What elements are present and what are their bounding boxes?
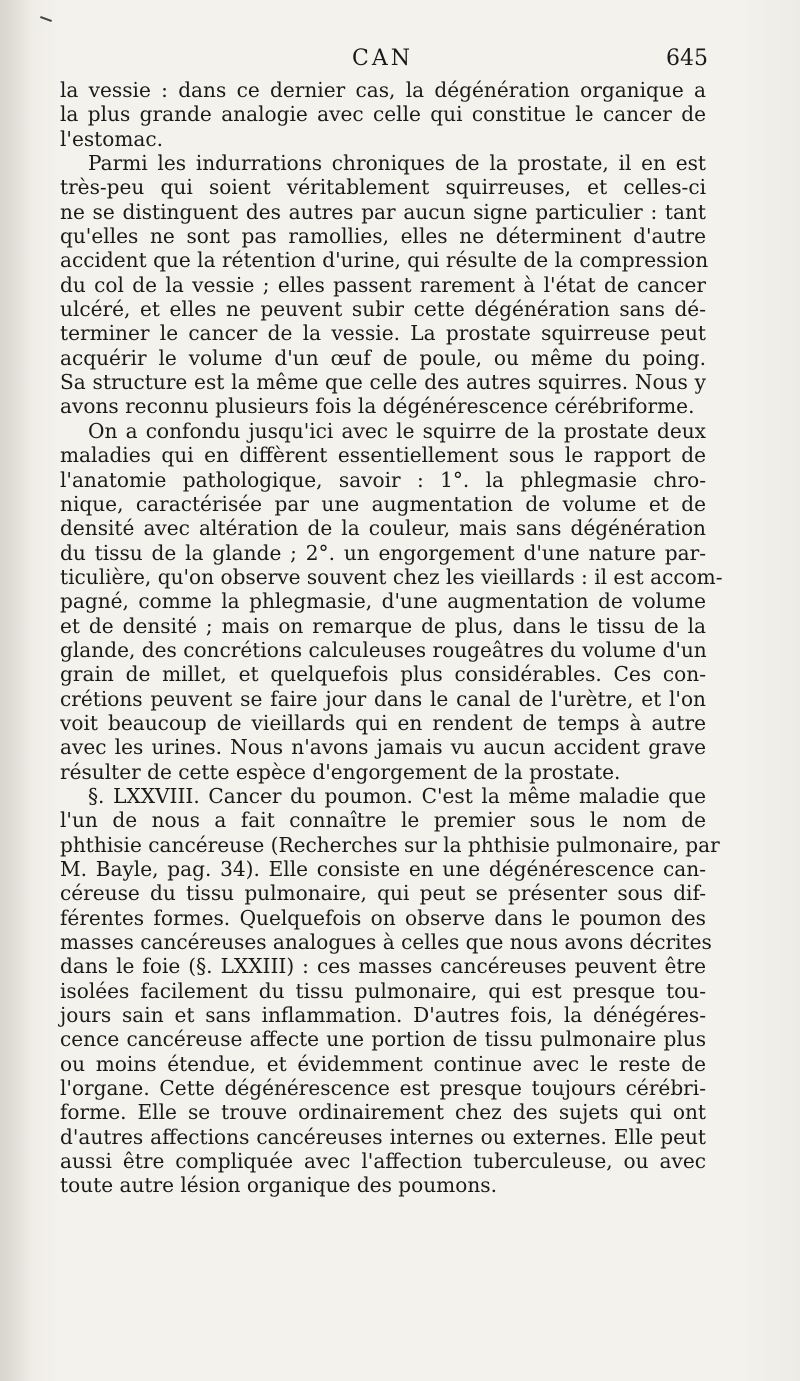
text-line: toute autre lésion organique des poumons. [60, 1173, 497, 1198]
text-line: accident que la rétention d'urine, qui résulte de la compression [60, 248, 709, 273]
text-line: crétions peuvent se faire jour dans le canal de l'urètre, et l'on [60, 686, 706, 711]
text-line: l'un de nous a fait connaître le premier sous le nom de [60, 808, 706, 833]
text-line: la vessie : dans ce dernier cas, la dégénération organique a [60, 78, 706, 102]
text-line: grain de millet, et quelquefois plus considérables. Ces con- [60, 662, 706, 687]
text-line: aussi être compliquée avec l'affection tuberculeuse, ou avec [60, 1149, 706, 1174]
page-header [60, 46, 710, 76]
running-head: CAN [352, 46, 413, 71]
text-line: jours sain et sans inflammation. D'autres fois, la dénégéres- [60, 1003, 706, 1028]
page-gutter-shadow [0, 0, 30, 1381]
text-line: isolées facilement du tissu pulmonaire, qui est presque tou- [60, 978, 706, 1003]
text-line: masses cancéreuses analogues à celles que nous avons décrites [60, 930, 712, 955]
text-line: férentes formes. Quelquefois on observe dans le poumon des [60, 905, 706, 930]
text-line: du tissu de la glande ; 2°. un engorgement d'une nature par- [60, 540, 706, 565]
page-number: 645 [666, 46, 708, 71]
text-line: terminer le cancer de la vessie. La prostate squirreuse peut [60, 321, 706, 346]
text-line: ne se distinguent des autres par aucun signe particulier : tant [60, 199, 706, 224]
section-heading-line: §. LXXVIII. Cancer du poumon. C'est la même maladie que [88, 783, 706, 808]
text-line: très-peu qui soient véritablement squirreuses, et celles-ci [60, 175, 706, 200]
text-line: On a confondu jusqu'ici avec le squirre de la prostate deux [88, 418, 706, 443]
text-line: phthisie cancéreuse (Recherches sur la phthisie pulmonaire, par [60, 832, 720, 857]
text-line: forme. Elle se trouve ordinairement chez des sujets qui ont [60, 1100, 706, 1125]
text-line: d'autres affections cancéreuses internes ou externes. Elle peut [60, 1124, 706, 1149]
text-line: voit beaucoup de vieillards qui en rendent de temps à autre [60, 710, 706, 735]
text-line: acquérir le volume d'un œuf de poule, ou même du poing. [60, 345, 706, 370]
text-line: densité avec altération de la couleur, mais sans dégénération [60, 516, 706, 541]
text-line: résulter de cette espèce d'engorgement de la prostate. [60, 759, 621, 784]
text-line: dans le foie (§. LXXIII) : ces masses cancéreuses peuvent être [60, 954, 706, 979]
text-line: l'anatomie pathologique, savoir : 1°. la phlegmasie chro- [60, 467, 706, 492]
text-line: ulcéré, et elles ne peuvent subir cette dégénération sans dé- [60, 297, 706, 322]
text-line: l'estomac. [60, 126, 164, 151]
text-line: l'organe. Cette dégénérescence est presque toujours cérébri- [60, 1076, 706, 1101]
text-line: du col de la vessie ; elles passent rarement à l'état de cancer [60, 272, 706, 297]
body-text [60, 78, 723, 1198]
text-line: pagné, comme la phlegmasie, d'une augmentation de volume [60, 589, 706, 614]
text-line: Parmi les indurrations chroniques de la prostate, il en est [88, 151, 706, 176]
text-line: Sa structure est la même que celle des autres squirres. Nous y [60, 370, 706, 395]
text-line: et de densité ; mais on remarque de plus, dans le tissu de la [60, 613, 706, 638]
text-line: nique, caractérisée par une augmentation de volume et de [60, 491, 706, 516]
text-line: la plus grande analogie avec celle qui constitue le cancer de [60, 102, 706, 127]
text-line: céreuse du tissu pulmonaire, qui peut se présenter sous dif- [60, 881, 706, 906]
corner-mark [40, 16, 52, 22]
text-line: avons reconnu plusieurs fois la dégénérescence cérébriforme. [60, 394, 695, 419]
text-line: ticulière, qu'on observe souvent chez les vieillards : il est accom- [60, 564, 723, 589]
text-line: cence cancéreuse affecte une portion de tissu pulmonaire plus [60, 1027, 706, 1052]
text-line: ou moins étendue, et évidemment continue avec le reste de [60, 1051, 706, 1076]
text-line: M. Bayle, pag. 34). Elle consiste en une dégénérescence can- [60, 857, 706, 881]
text-line: maladies qui en diffèrent essentiellement sous le rapport de [60, 443, 706, 468]
text-line: avec les urines. Nous n'avons jamais vu aucun accident grave [60, 735, 706, 760]
text-line: glande, des concrétions calculeuses rougeâtres du volume d'un [60, 637, 707, 662]
text-line: qu'elles ne sont pas ramollies, elles ne déterminent d'autre [60, 224, 706, 249]
